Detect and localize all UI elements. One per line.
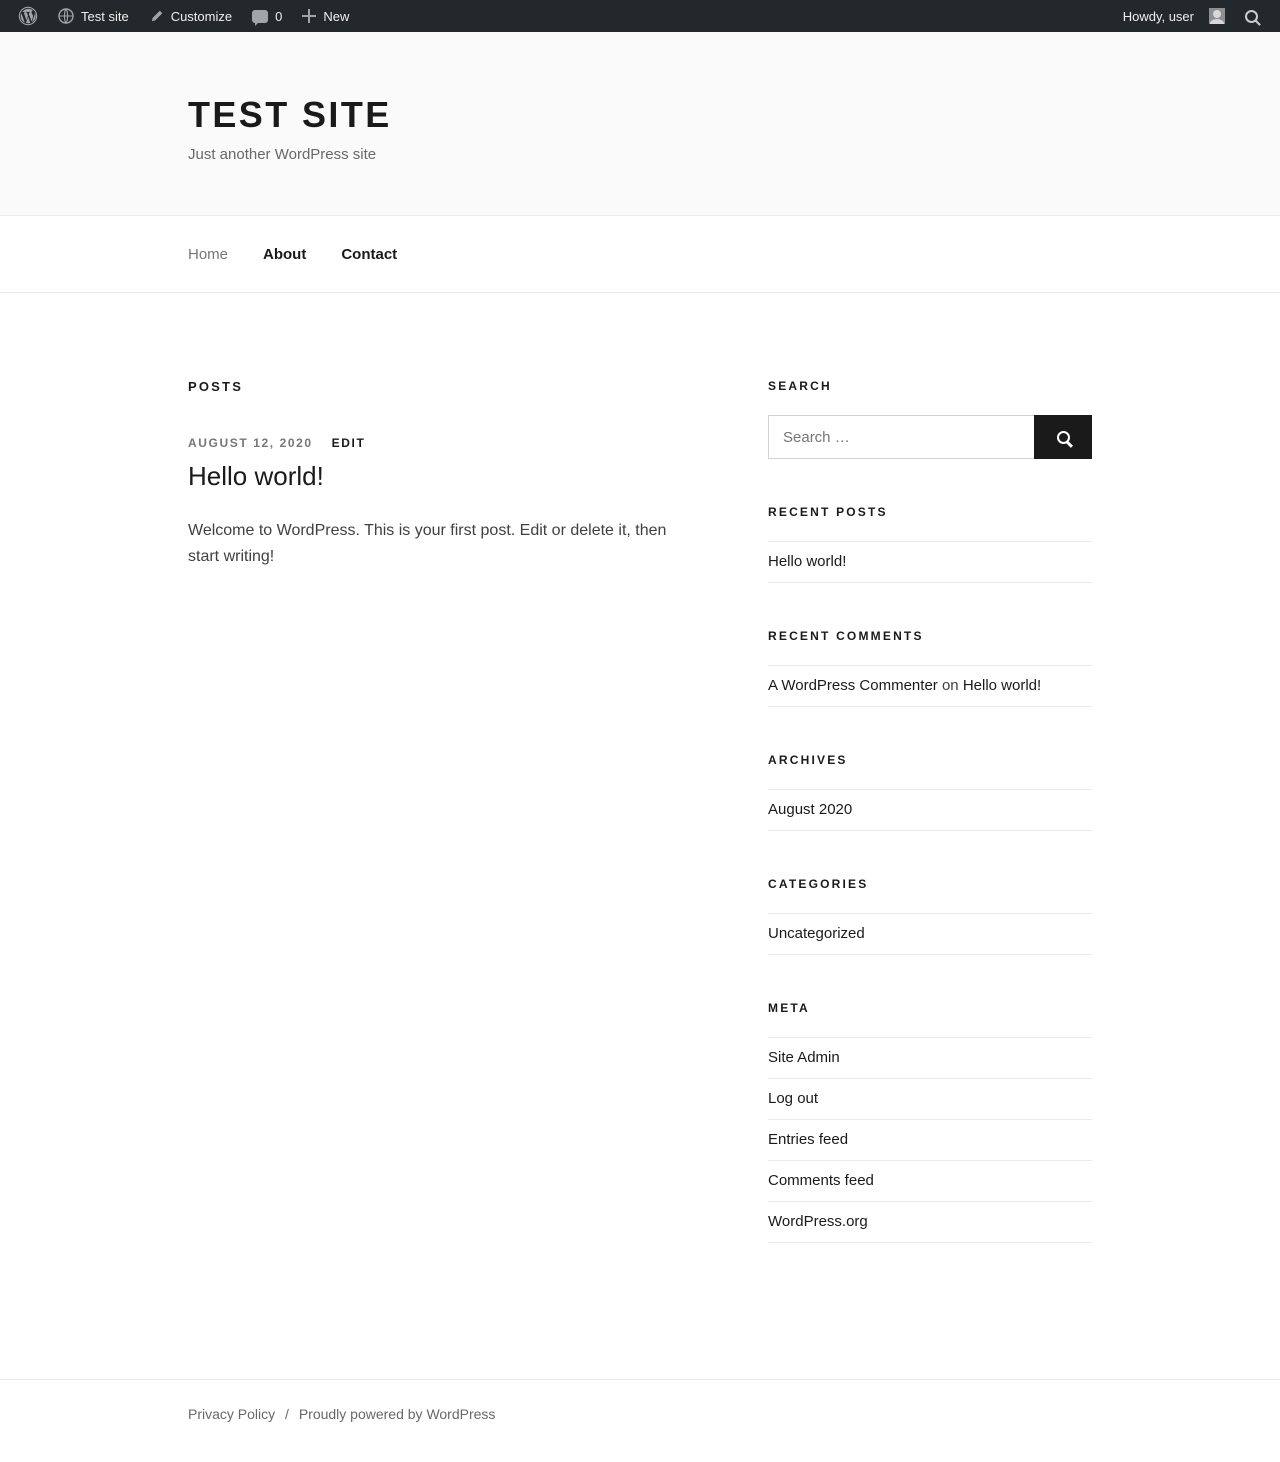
comment-author[interactable]: A WordPress Commenter <box>768 677 938 694</box>
list-item[interactable] <box>768 542 1092 583</box>
post-edit-link[interactable]: EDIT <box>331 436 366 450</box>
site-description: Just another WordPress site <box>188 146 377 163</box>
avatar <box>1209 8 1225 24</box>
meta-link-comments-feed[interactable]: Comments feed <box>768 1172 874 1189</box>
admin-bar-customize-label: Customize <box>170 8 233 24</box>
admin-bar-site-name-label: Test site <box>81 8 129 24</box>
nav-list <box>188 216 1092 292</box>
wordpress-logo-icon <box>18 6 38 26</box>
list-item <box>768 666 1092 707</box>
sidebar <box>768 379 1092 1289</box>
categories-list <box>768 913 1092 955</box>
widget-categories <box>768 877 1092 955</box>
search-icon <box>1245 10 1258 23</box>
meta-list <box>768 1037 1092 1243</box>
widget-recent-comments <box>768 629 1092 707</box>
nav-item-home[interactable]: Home <box>188 245 229 263</box>
admin-bar-search[interactable] <box>1235 0 1272 32</box>
comment-connector: on <box>937 677 963 694</box>
site-footer <box>0 1379 1280 1462</box>
widget-meta-title: META <box>768 1001 810 1015</box>
post-article <box>188 436 768 571</box>
archive-link[interactable]: August 2020 <box>768 801 853 818</box>
post-title[interactable]: Hello world! <box>188 461 324 491</box>
meta-link-log-out[interactable]: Log out <box>768 1090 819 1107</box>
footer-separator: / <box>285 1406 289 1422</box>
page-title[interactable]: TEST SITE <box>188 94 392 135</box>
widget-recent-posts <box>768 505 1092 583</box>
widget-recent-comments-title: RECENT COMMENTS <box>768 629 924 643</box>
nav-inner <box>188 216 1092 292</box>
list-item[interactable] <box>768 1120 1092 1161</box>
comment-post-link[interactable]: Hello world! <box>962 677 1042 694</box>
post-meta <box>188 436 768 450</box>
admin-bar-new[interactable] <box>292 0 359 32</box>
widget-search-title: SEARCH <box>768 379 832 393</box>
admin-bar <box>0 0 1280 32</box>
recent-posts-list <box>768 541 1092 583</box>
posts-section-heading: POSTS <box>188 379 244 394</box>
privacy-policy-link[interactable]: Privacy Policy <box>188 1406 276 1422</box>
widget-categories-title: CATEGORIES <box>768 877 869 891</box>
search-icon <box>1057 431 1070 444</box>
search-input[interactable] <box>768 415 1034 459</box>
plus-icon <box>302 9 316 23</box>
search-form <box>768 415 1092 459</box>
list-item[interactable] <box>768 790 1092 831</box>
admin-bar-new-label: New <box>323 8 350 24</box>
post-excerpt: Welcome to WordPress. This is your first post. Edit or delete it, then start writing! <box>188 521 667 566</box>
footer-inner <box>188 1406 1092 1422</box>
admin-bar-comments[interactable] <box>242 0 292 32</box>
archives-list <box>768 789 1092 831</box>
list-item[interactable] <box>768 1038 1092 1079</box>
list-item[interactable] <box>768 1161 1092 1202</box>
admin-bar-my-account[interactable] <box>1113 0 1235 32</box>
admin-bar-customize[interactable] <box>139 0 242 32</box>
nav-item-about[interactable]: About <box>263 245 307 263</box>
site-header <box>0 32 1280 216</box>
widget-archives <box>768 753 1092 831</box>
primary-navigation <box>0 216 1280 293</box>
meta-link-wordpress-org[interactable]: WordPress.org <box>768 1213 868 1230</box>
comment-bubble-icon <box>252 10 268 23</box>
search-submit-button[interactable] <box>1034 415 1092 459</box>
widget-archives-title: ARCHIVES <box>768 753 848 767</box>
widget-search <box>768 379 1092 459</box>
powered-by-link[interactable]: Proudly powered by WordPress <box>298 1406 496 1422</box>
site-dashboard-icon <box>58 8 74 24</box>
admin-bar-comments-count: 0 <box>275 8 283 24</box>
admin-bar-wp-logo[interactable] <box>8 0 48 32</box>
list-item[interactable] <box>768 1079 1092 1120</box>
recent-post-link[interactable]: Hello world! <box>768 553 847 570</box>
post-date[interactable]: AUGUST 12, 2020 <box>188 436 313 450</box>
list-item[interactable] <box>768 1202 1092 1243</box>
meta-link-site-admin[interactable]: Site Admin <box>768 1049 840 1066</box>
pencil-icon <box>149 9 164 24</box>
list-item[interactable] <box>768 914 1092 955</box>
nav-item-contact[interactable]: Contact <box>341 245 398 263</box>
main-content-wrapper <box>188 293 1092 1379</box>
admin-bar-howdy-label: Howdy, user <box>1122 8 1194 24</box>
content-area <box>188 379 768 1289</box>
meta-link-entries-feed[interactable]: Entries feed <box>768 1131 849 1148</box>
admin-bar-site-name[interactable] <box>48 0 139 32</box>
widget-recent-posts-title: RECENT POSTS <box>768 505 888 519</box>
category-link[interactable]: Uncategorized <box>768 925 865 942</box>
recent-comments-list <box>768 665 1092 707</box>
widget-meta <box>768 1001 1092 1243</box>
site-header-inner <box>188 94 1092 163</box>
